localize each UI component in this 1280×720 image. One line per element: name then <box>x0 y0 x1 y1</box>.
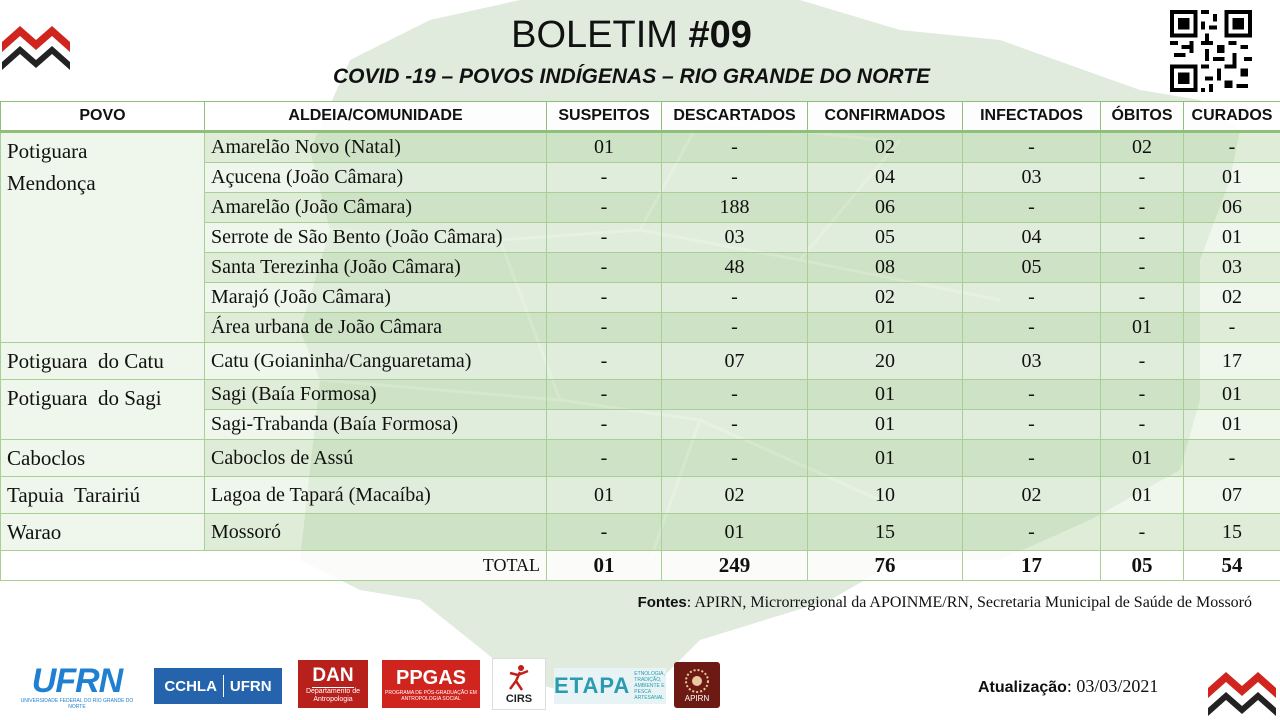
suspeitos-cell: - <box>547 380 662 410</box>
infectados-cell: - <box>963 193 1101 223</box>
suspeitos-cell: - <box>547 313 662 343</box>
confirmados-cell: 10 <box>808 477 963 514</box>
aldeia-cell: Catu (Goianinha/Canguaretama) <box>205 343 547 380</box>
cirs-logo: CIRS <box>492 658 546 710</box>
suspeitos-cell: - <box>547 440 662 477</box>
col-curados: CURADOS <box>1184 102 1280 132</box>
infectados-cell: - <box>963 410 1101 440</box>
dancer-figure-icon <box>504 663 534 693</box>
descartados-cell: - <box>662 380 808 410</box>
col-aldeia: ALDEIA/COMUNIDADE <box>205 102 547 132</box>
apirn-emblem-icon <box>684 668 710 694</box>
suspeitos-cell: - <box>547 410 662 440</box>
brand-wave-logo-bottom <box>1206 660 1278 716</box>
page-title: BOLETIM #09 <box>511 14 752 56</box>
povo-cell <box>1 380 205 440</box>
povo-name-line: Tapuia Tarairiú <box>7 483 141 507</box>
table-row <box>1 343 1280 380</box>
infectados-cell: - <box>963 283 1101 313</box>
curados-cell: - <box>1184 132 1280 163</box>
infectados-cell: - <box>963 132 1101 163</box>
curados-cell: 17 <box>1184 343 1280 380</box>
col-suspeitos: SUSPEITOS <box>547 102 662 132</box>
curados-cell: - <box>1184 440 1280 477</box>
total-confirmados: 76 <box>808 551 963 581</box>
obitos-cell: - <box>1101 343 1184 380</box>
povo-name-line: Mendonça <box>7 171 96 195</box>
total-row <box>1 551 1280 581</box>
povo-name-line: Potiguara do Sagi <box>7 386 162 410</box>
obitos-cell: - <box>1101 253 1184 283</box>
aldeia-cell: Amarelão (João Câmara) <box>205 193 547 223</box>
infectados-cell: - <box>963 514 1101 551</box>
apirn-logo: APIRN <box>674 662 720 708</box>
infectados-cell: 03 <box>963 163 1101 193</box>
col-obitos: ÓBITOS <box>1101 102 1184 132</box>
table-row <box>1 440 1280 477</box>
descartados-cell: 02 <box>662 477 808 514</box>
obitos-cell: - <box>1101 283 1184 313</box>
cchla-logo: CCHLA UFRN <box>154 668 282 704</box>
descartados-cell: - <box>662 163 808 193</box>
obitos-cell: - <box>1101 410 1184 440</box>
total-descartados: 249 <box>662 551 808 581</box>
obitos-cell: 02 <box>1101 132 1184 163</box>
aldeia-cell: Caboclos de Assú <box>205 440 547 477</box>
col-descartados: DESCARTADOS <box>662 102 808 132</box>
povo-cell <box>1 440 205 477</box>
suspeitos-cell: - <box>547 343 662 380</box>
dan-logo: DAN Departamento de Antropologia <box>298 660 368 708</box>
infectados-cell: 04 <box>963 223 1101 253</box>
confirmados-cell: 01 <box>808 380 963 410</box>
infectados-cell: 02 <box>963 477 1101 514</box>
table-row <box>1 477 1280 514</box>
total-suspeitos: 01 <box>547 551 662 581</box>
obitos-cell: - <box>1101 380 1184 410</box>
descartados-cell: 48 <box>662 253 808 283</box>
confirmados-cell: 20 <box>808 343 963 380</box>
total-label: TOTAL <box>1 551 547 581</box>
curados-cell: 02 <box>1184 283 1280 313</box>
aldeia-cell: Área urbana de João Câmara <box>205 313 547 343</box>
infectados-cell: - <box>963 313 1101 343</box>
suspeitos-cell: - <box>547 514 662 551</box>
table-row <box>1 514 1280 551</box>
confirmados-cell: 01 <box>808 313 963 343</box>
povo-cell <box>1 132 205 343</box>
confirmados-cell: 06 <box>808 193 963 223</box>
curados-cell: 01 <box>1184 380 1280 410</box>
etapa-logo: ETAPA ETNOLOGIA, TRADIÇÃO, AMBIENTE E PESCA ARTESANAL <box>554 668 666 704</box>
total-curados: 54 <box>1184 551 1280 581</box>
obitos-cell: 01 <box>1101 477 1184 514</box>
obitos-cell: - <box>1101 193 1184 223</box>
aldeia-cell: Mossoró <box>205 514 547 551</box>
descartados-cell: 07 <box>662 343 808 380</box>
covid-table <box>0 101 1280 581</box>
curados-cell: 01 <box>1184 410 1280 440</box>
suspeitos-cell: 01 <box>547 132 662 163</box>
obitos-cell: 01 <box>1101 313 1184 343</box>
ppgas-logo: PPGAS PROGRAMA DE PÓS-GRADUAÇÃO EM ANTROPOLOGIA SOCIAL <box>382 660 480 708</box>
curados-cell: 06 <box>1184 193 1280 223</box>
col-povo: POVO <box>1 102 205 132</box>
ufrn-logo: UFRN UNIVERSIDADE FEDERAL DO RIO GRANDE DO NORTE <box>20 662 134 710</box>
obitos-cell: - <box>1101 514 1184 551</box>
infectados-cell: - <box>963 440 1101 477</box>
descartados-cell: - <box>662 410 808 440</box>
confirmados-cell: 05 <box>808 223 963 253</box>
curados-cell: 07 <box>1184 477 1280 514</box>
aldeia-cell: Sagi-Trabanda (Baía Formosa) <box>205 410 547 440</box>
curados-cell: - <box>1184 313 1280 343</box>
confirmados-cell: 02 <box>808 283 963 313</box>
total-infectados: 17 <box>963 551 1101 581</box>
suspeitos-cell: - <box>547 253 662 283</box>
povo-cell <box>1 514 205 551</box>
suspeitos-cell: - <box>547 283 662 313</box>
sources-note: Fontes: APIRN, Microrregional da APOINME/RN, Secretaria Municipal de Saúde de Mossoró <box>637 594 1252 611</box>
confirmados-cell: 08 <box>808 253 963 283</box>
page-subtitle: COVID -19 – POVOS INDÍGENAS – RIO GRANDE DO NORTE <box>332 65 931 88</box>
col-confirmados: CONFIRMADOS <box>808 102 963 132</box>
povo-name-line: Warao <box>7 520 62 544</box>
curados-cell: 03 <box>1184 253 1280 283</box>
infectados-cell: - <box>963 380 1101 410</box>
infectados-cell: 03 <box>963 343 1101 380</box>
povo-cell <box>1 477 205 514</box>
confirmados-cell: 02 <box>808 132 963 163</box>
curados-cell: 01 <box>1184 163 1280 193</box>
aldeia-cell: Serrote de São Bento (João Câmara) <box>205 223 547 253</box>
descartados-cell: - <box>662 132 808 163</box>
descartados-cell: - <box>662 440 808 477</box>
table-body <box>1 132 1280 581</box>
aldeia-cell: Santa Terezinha (João Câmara) <box>205 253 547 283</box>
confirmados-cell: 01 <box>808 440 963 477</box>
descartados-cell: 188 <box>662 193 808 223</box>
descartados-cell: 03 <box>662 223 808 253</box>
obitos-cell: 01 <box>1101 440 1184 477</box>
descartados-cell: - <box>662 283 808 313</box>
suspeitos-cell: - <box>547 193 662 223</box>
table-header-row <box>1 102 1280 132</box>
curados-cell: 01 <box>1184 223 1280 253</box>
povo-name-line: Potiguara do Catu <box>7 349 164 373</box>
infectados-cell: 05 <box>963 253 1101 283</box>
obitos-cell: - <box>1101 223 1184 253</box>
table-row <box>1 132 1280 163</box>
aldeia-cell: Açucena (João Câmara) <box>205 163 547 193</box>
confirmados-cell: 15 <box>808 514 963 551</box>
descartados-cell: - <box>662 313 808 343</box>
suspeitos-cell: - <box>547 223 662 253</box>
suspeitos-cell: 01 <box>547 477 662 514</box>
povo-cell <box>1 343 205 380</box>
obitos-cell: - <box>1101 163 1184 193</box>
table-row <box>1 380 1280 410</box>
col-infectados: INFECTADOS <box>963 102 1101 132</box>
total-obitos: 05 <box>1101 551 1184 581</box>
descartados-cell: 01 <box>662 514 808 551</box>
aldeia-cell: Amarelão Novo (Natal) <box>205 132 547 163</box>
curados-cell: 15 <box>1184 514 1280 551</box>
povo-name-line: Caboclos <box>7 446 86 470</box>
confirmados-cell: 04 <box>808 163 963 193</box>
povo-name-line: Potiguara <box>7 139 88 163</box>
aldeia-cell: Marajó (João Câmara) <box>205 283 547 313</box>
confirmados-cell: 01 <box>808 410 963 440</box>
update-date: Atualização: 03/03/2021 <box>978 676 1159 696</box>
suspeitos-cell: - <box>547 163 662 193</box>
aldeia-cell: Lagoa de Tapará (Macaíba) <box>205 477 547 514</box>
aldeia-cell: Sagi (Baía Formosa) <box>205 380 547 410</box>
